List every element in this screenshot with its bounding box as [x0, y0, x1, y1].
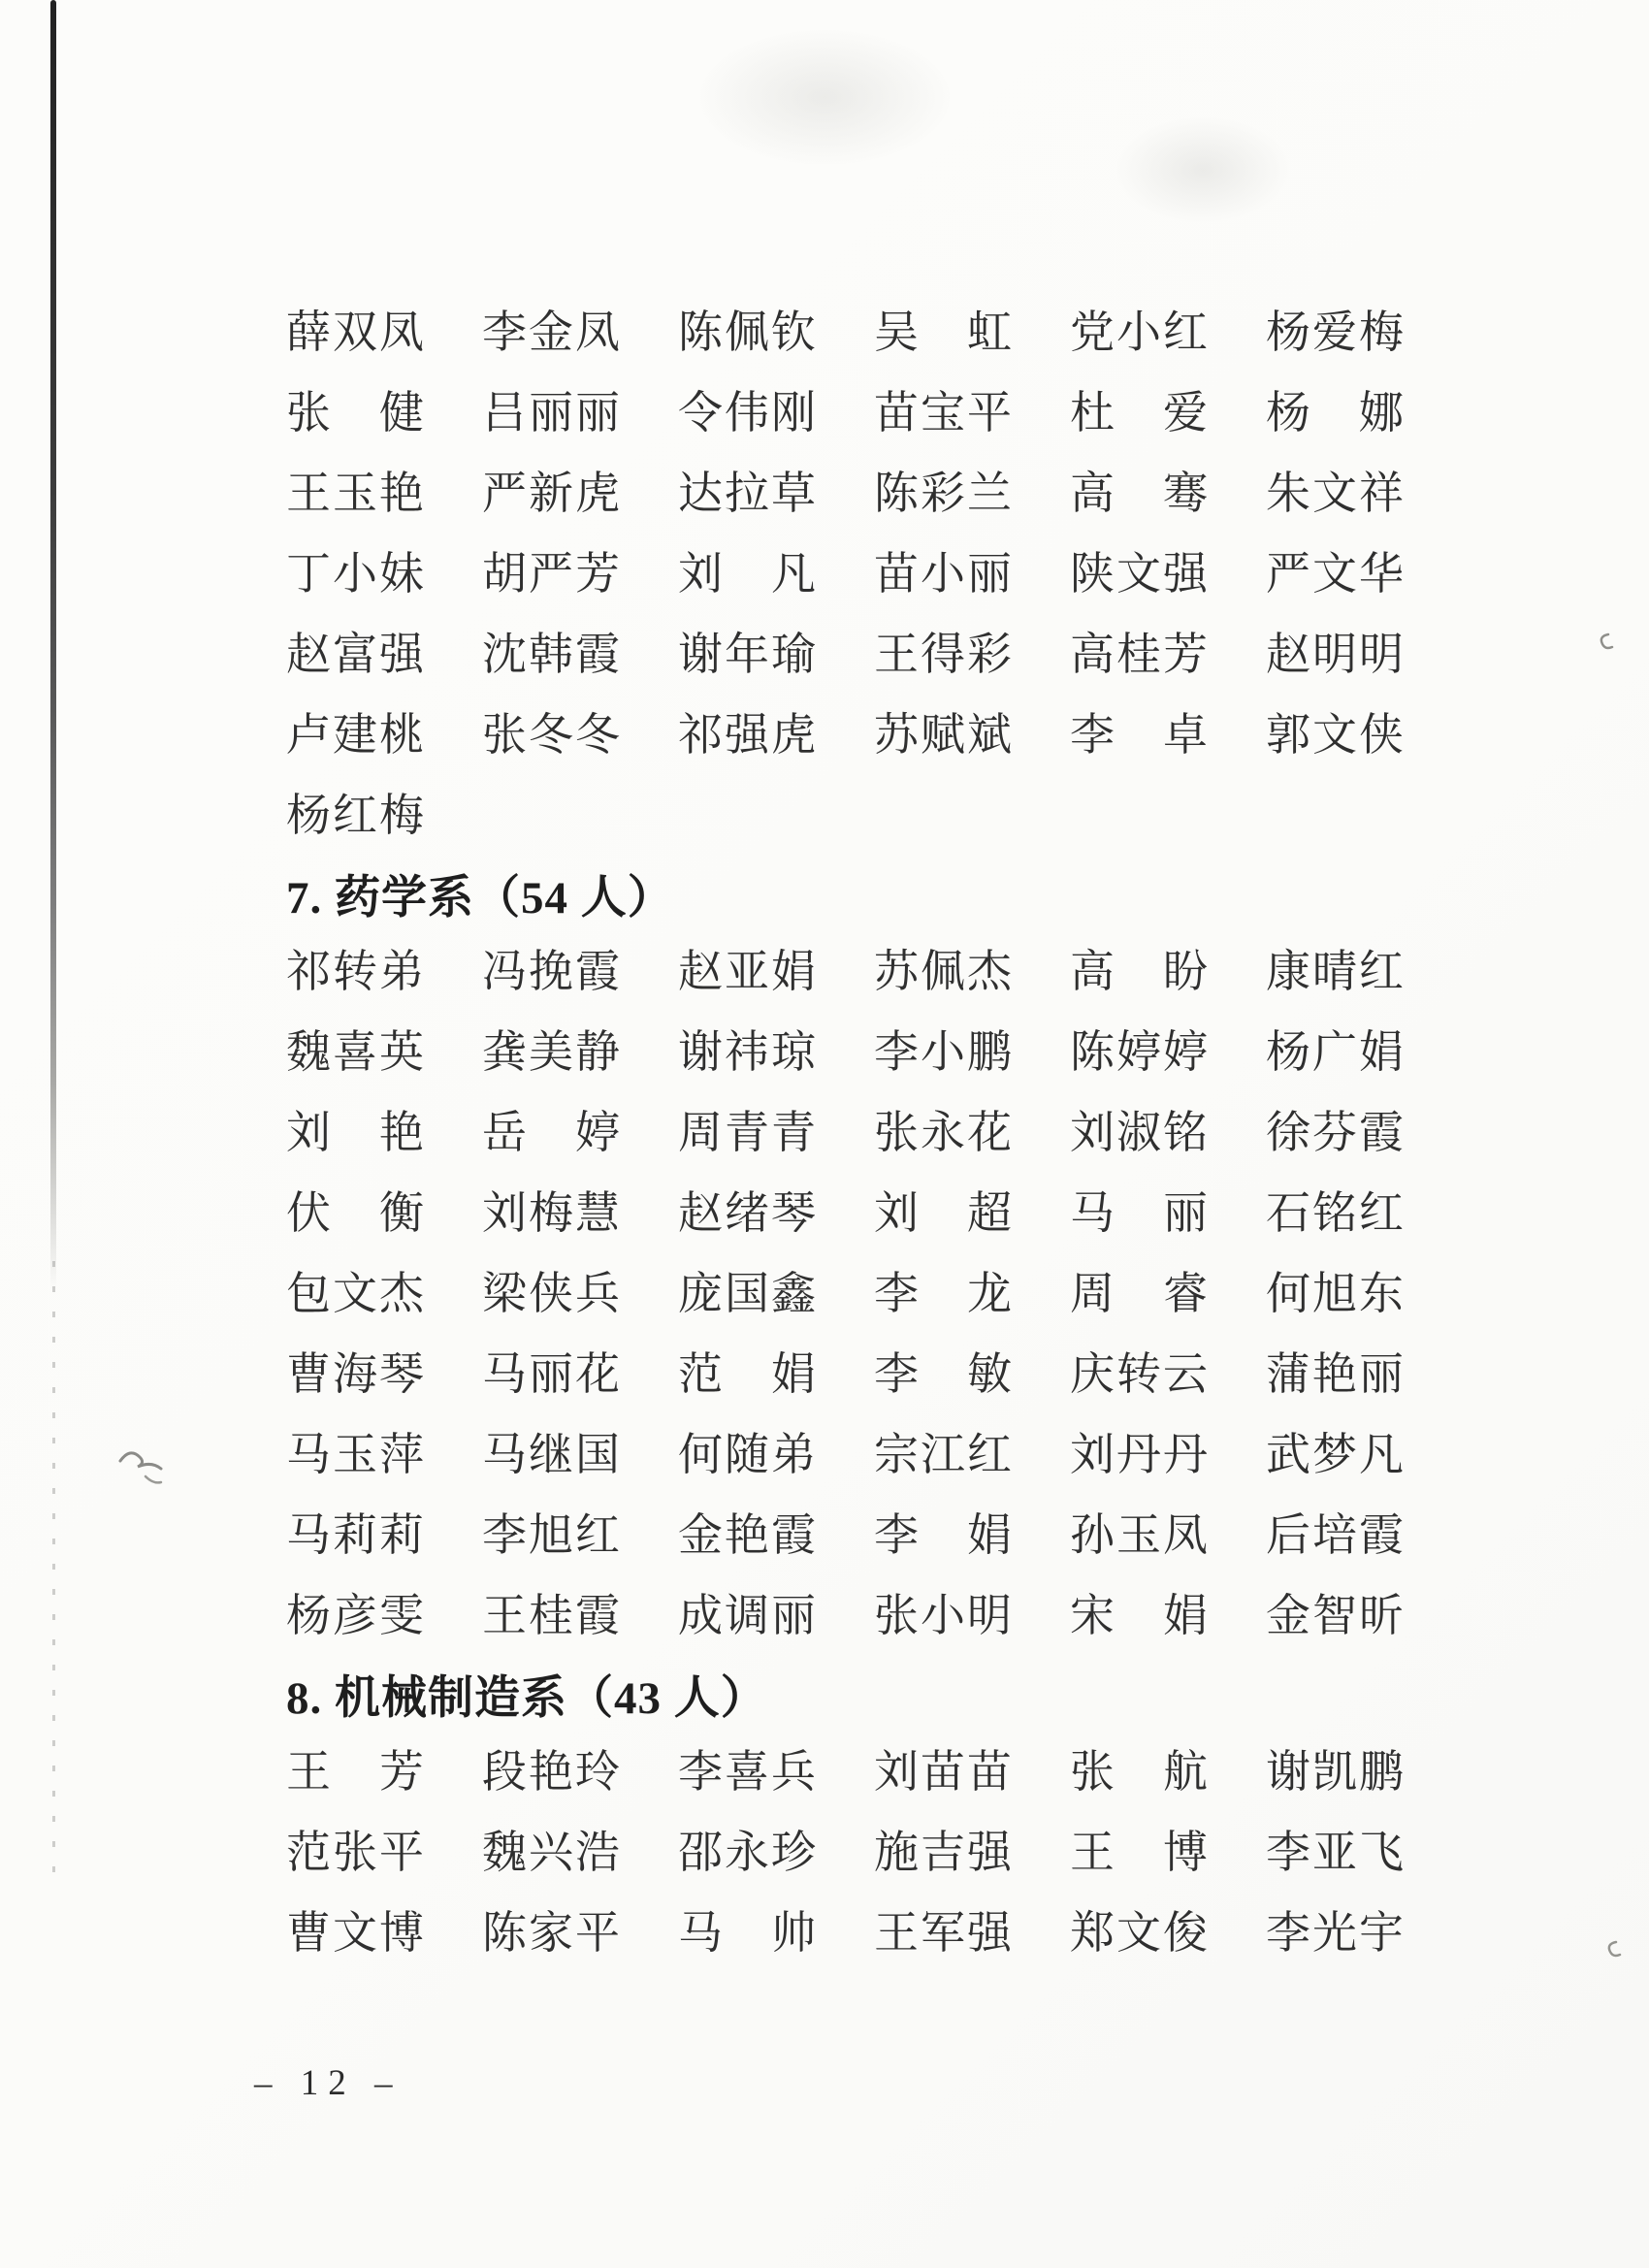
person-name: 谢凯鹏	[1266, 1747, 1406, 1797]
person-name: 范 娟	[678, 1349, 818, 1399]
person-name: 刘 艳	[286, 1108, 426, 1157]
person-name: 杨彦雯	[286, 1591, 426, 1640]
person-name: 吕丽丽	[482, 388, 622, 437]
person-name: 陈佩钦	[678, 308, 818, 357]
name-row	[286, 1909, 1547, 1990]
person-name: 高 骞	[1070, 469, 1210, 518]
person-name: 施吉强	[874, 1828, 1014, 1877]
name-row	[286, 1592, 1547, 1672]
person-name: 苏赋斌	[874, 710, 1014, 760]
person-name: 伏 衡	[286, 1188, 426, 1238]
person-name: 金艳霞	[678, 1510, 818, 1560]
person-name: 马 丽	[1070, 1188, 1210, 1238]
person-name: 何随弟	[678, 1430, 818, 1479]
person-name: 严文华	[1266, 549, 1406, 599]
page-number: – 12 –	[254, 2063, 403, 2103]
person-name: 康晴红	[1266, 947, 1406, 996]
person-name: 王桂霞	[482, 1591, 622, 1640]
person-name: 金智昕	[1266, 1591, 1406, 1640]
person-name: 陈家平	[482, 1908, 622, 1958]
person-name: 祁强虎	[678, 710, 818, 760]
person-name: 马 帅	[678, 1908, 818, 1958]
person-name: 张小明	[874, 1591, 1014, 1640]
person-name: 杜 爱	[1070, 388, 1210, 437]
name-row	[286, 550, 1547, 631]
pencil-smudge	[116, 1443, 194, 1502]
person-name: 吴 虹	[874, 308, 1014, 357]
scanner-edge-artifact-faded	[52, 1261, 55, 1892]
person-name: 李亚飞	[1266, 1828, 1406, 1877]
person-name: 李光宇	[1266, 1908, 1406, 1958]
name-row	[286, 1829, 1547, 1909]
person-name: 何旭东	[1266, 1269, 1406, 1318]
person-name: 李 卓	[1070, 710, 1210, 760]
person-name: 陕文强	[1070, 549, 1210, 599]
person-name: 范张平	[286, 1828, 426, 1877]
person-name: 高 盼	[1070, 947, 1210, 996]
name-row	[286, 631, 1547, 711]
person-name: 郭文侠	[1266, 710, 1406, 760]
person-name: 梁侠兵	[482, 1269, 622, 1318]
person-name: 刘 凡	[678, 549, 818, 599]
person-name: 武梦凡	[1266, 1430, 1406, 1479]
name-row	[286, 711, 1547, 792]
person-name: 杨红梅	[286, 791, 426, 840]
scan-noise-blot	[698, 29, 951, 165]
person-name: 王玉艳	[286, 469, 426, 518]
person-name: 令伟刚	[678, 388, 818, 437]
person-name: 刘淑铭	[1070, 1108, 1210, 1157]
person-name: 成调丽	[678, 1591, 818, 1640]
name-row	[286, 1189, 1547, 1270]
person-name: 庞国鑫	[678, 1269, 818, 1318]
person-name: 沈韩霞	[482, 630, 622, 679]
person-name: 李小鹏	[874, 1027, 1014, 1077]
person-name: 杨爱梅	[1266, 308, 1406, 357]
scan-noise-blot	[1116, 116, 1290, 223]
person-name: 邵永珍	[678, 1828, 818, 1877]
person-name: 冯挽霞	[482, 947, 622, 996]
person-name: 刘苗苗	[874, 1747, 1014, 1797]
person-name: 曹海琴	[286, 1349, 426, 1399]
person-name: 苏佩杰	[874, 947, 1014, 996]
person-name: 马丽花	[482, 1349, 622, 1399]
person-name: 王 博	[1070, 1828, 1210, 1877]
person-name: 后培霞	[1266, 1510, 1406, 1560]
person-name: 卢建桃	[286, 710, 426, 760]
person-name: 陈婷婷	[1070, 1027, 1210, 1077]
person-name: 孙玉凤	[1070, 1510, 1210, 1560]
name-row	[286, 1350, 1547, 1431]
person-name: 张 健	[286, 388, 426, 437]
person-name: 赵绪琴	[678, 1188, 818, 1238]
name-row	[286, 1109, 1547, 1189]
person-name: 马玉萍	[286, 1430, 426, 1479]
person-name: 马继国	[482, 1430, 622, 1479]
person-name: 高桂芳	[1070, 630, 1210, 679]
stray-mark	[1591, 629, 1616, 654]
person-name: 苗宝平	[874, 388, 1014, 437]
name-row	[286, 308, 1547, 389]
person-name: 李 敏	[874, 1349, 1014, 1399]
name-row	[286, 1511, 1547, 1592]
person-name: 石铭红	[1266, 1188, 1406, 1238]
person-name: 刘梅慧	[482, 1188, 622, 1238]
person-name: 刘 超	[874, 1188, 1014, 1238]
person-name: 岳 婷	[482, 1108, 622, 1157]
person-name: 宗江红	[874, 1430, 1014, 1479]
person-name: 祁转弟	[286, 947, 426, 996]
person-name: 薛双凤	[286, 308, 426, 357]
person-name: 严新虎	[482, 469, 622, 518]
name-grid	[286, 308, 1547, 1990]
name-row	[286, 470, 1547, 550]
person-name: 包文杰	[286, 1269, 426, 1318]
person-name: 李旭红	[482, 1510, 622, 1560]
name-row	[286, 792, 1547, 872]
person-name: 胡严芳	[482, 549, 622, 599]
person-name: 周 睿	[1070, 1269, 1210, 1318]
person-name: 赵富强	[286, 630, 426, 679]
person-name: 杨广娟	[1266, 1027, 1406, 1077]
person-name: 段艳玲	[482, 1747, 622, 1797]
person-name: 王军强	[874, 1908, 1014, 1958]
person-name: 魏喜英	[286, 1027, 426, 1077]
person-name: 朱文祥	[1266, 469, 1406, 518]
person-name: 周青青	[678, 1108, 818, 1157]
name-row	[286, 1748, 1547, 1829]
person-name: 赵亚娟	[678, 947, 818, 996]
person-name: 王得彩	[874, 630, 1014, 679]
person-name: 陈彩兰	[874, 469, 1014, 518]
name-row	[286, 1431, 1547, 1511]
person-name: 王 芳	[286, 1747, 426, 1797]
person-name: 庆转云	[1070, 1349, 1210, 1399]
person-name: 丁小妹	[286, 549, 426, 599]
person-name: 马莉莉	[286, 1510, 426, 1560]
section-header: 8. 机械制造系（43 人）	[286, 1673, 767, 1724]
person-name: 徐芬霞	[1266, 1108, 1406, 1157]
name-row	[286, 389, 1547, 470]
person-name: 宋 娟	[1070, 1591, 1210, 1640]
person-name: 曹文博	[286, 1908, 426, 1958]
person-name: 达拉草	[678, 469, 818, 518]
person-name: 张冬冬	[482, 710, 622, 760]
person-name: 李 龙	[874, 1269, 1014, 1318]
person-name: 杨 娜	[1266, 388, 1406, 437]
name-row	[286, 948, 1547, 1028]
person-name: 苗小丽	[874, 549, 1014, 599]
person-name: 李喜兵	[678, 1747, 818, 1797]
person-name: 李 娟	[874, 1510, 1014, 1560]
person-name: 张永花	[874, 1108, 1014, 1157]
person-name: 谢祎琼	[678, 1027, 818, 1077]
person-name: 魏兴浩	[482, 1828, 622, 1877]
person-name: 龚美静	[482, 1027, 622, 1077]
person-name: 党小红	[1070, 308, 1210, 357]
person-name: 谢年瑜	[678, 630, 818, 679]
person-name: 李金凤	[482, 308, 622, 357]
name-row	[286, 1270, 1547, 1350]
person-name: 赵明明	[1266, 630, 1406, 679]
scanner-edge-artifact	[50, 0, 56, 1290]
stray-mark	[1599, 1936, 1624, 1961]
person-name: 郑文俊	[1070, 1908, 1210, 1958]
section-header: 7. 药学系（54 人）	[286, 873, 674, 923]
person-name: 张 航	[1070, 1747, 1210, 1797]
person-name: 蒲艳丽	[1266, 1349, 1406, 1399]
name-row	[286, 1028, 1547, 1109]
person-name: 刘丹丹	[1070, 1430, 1210, 1479]
